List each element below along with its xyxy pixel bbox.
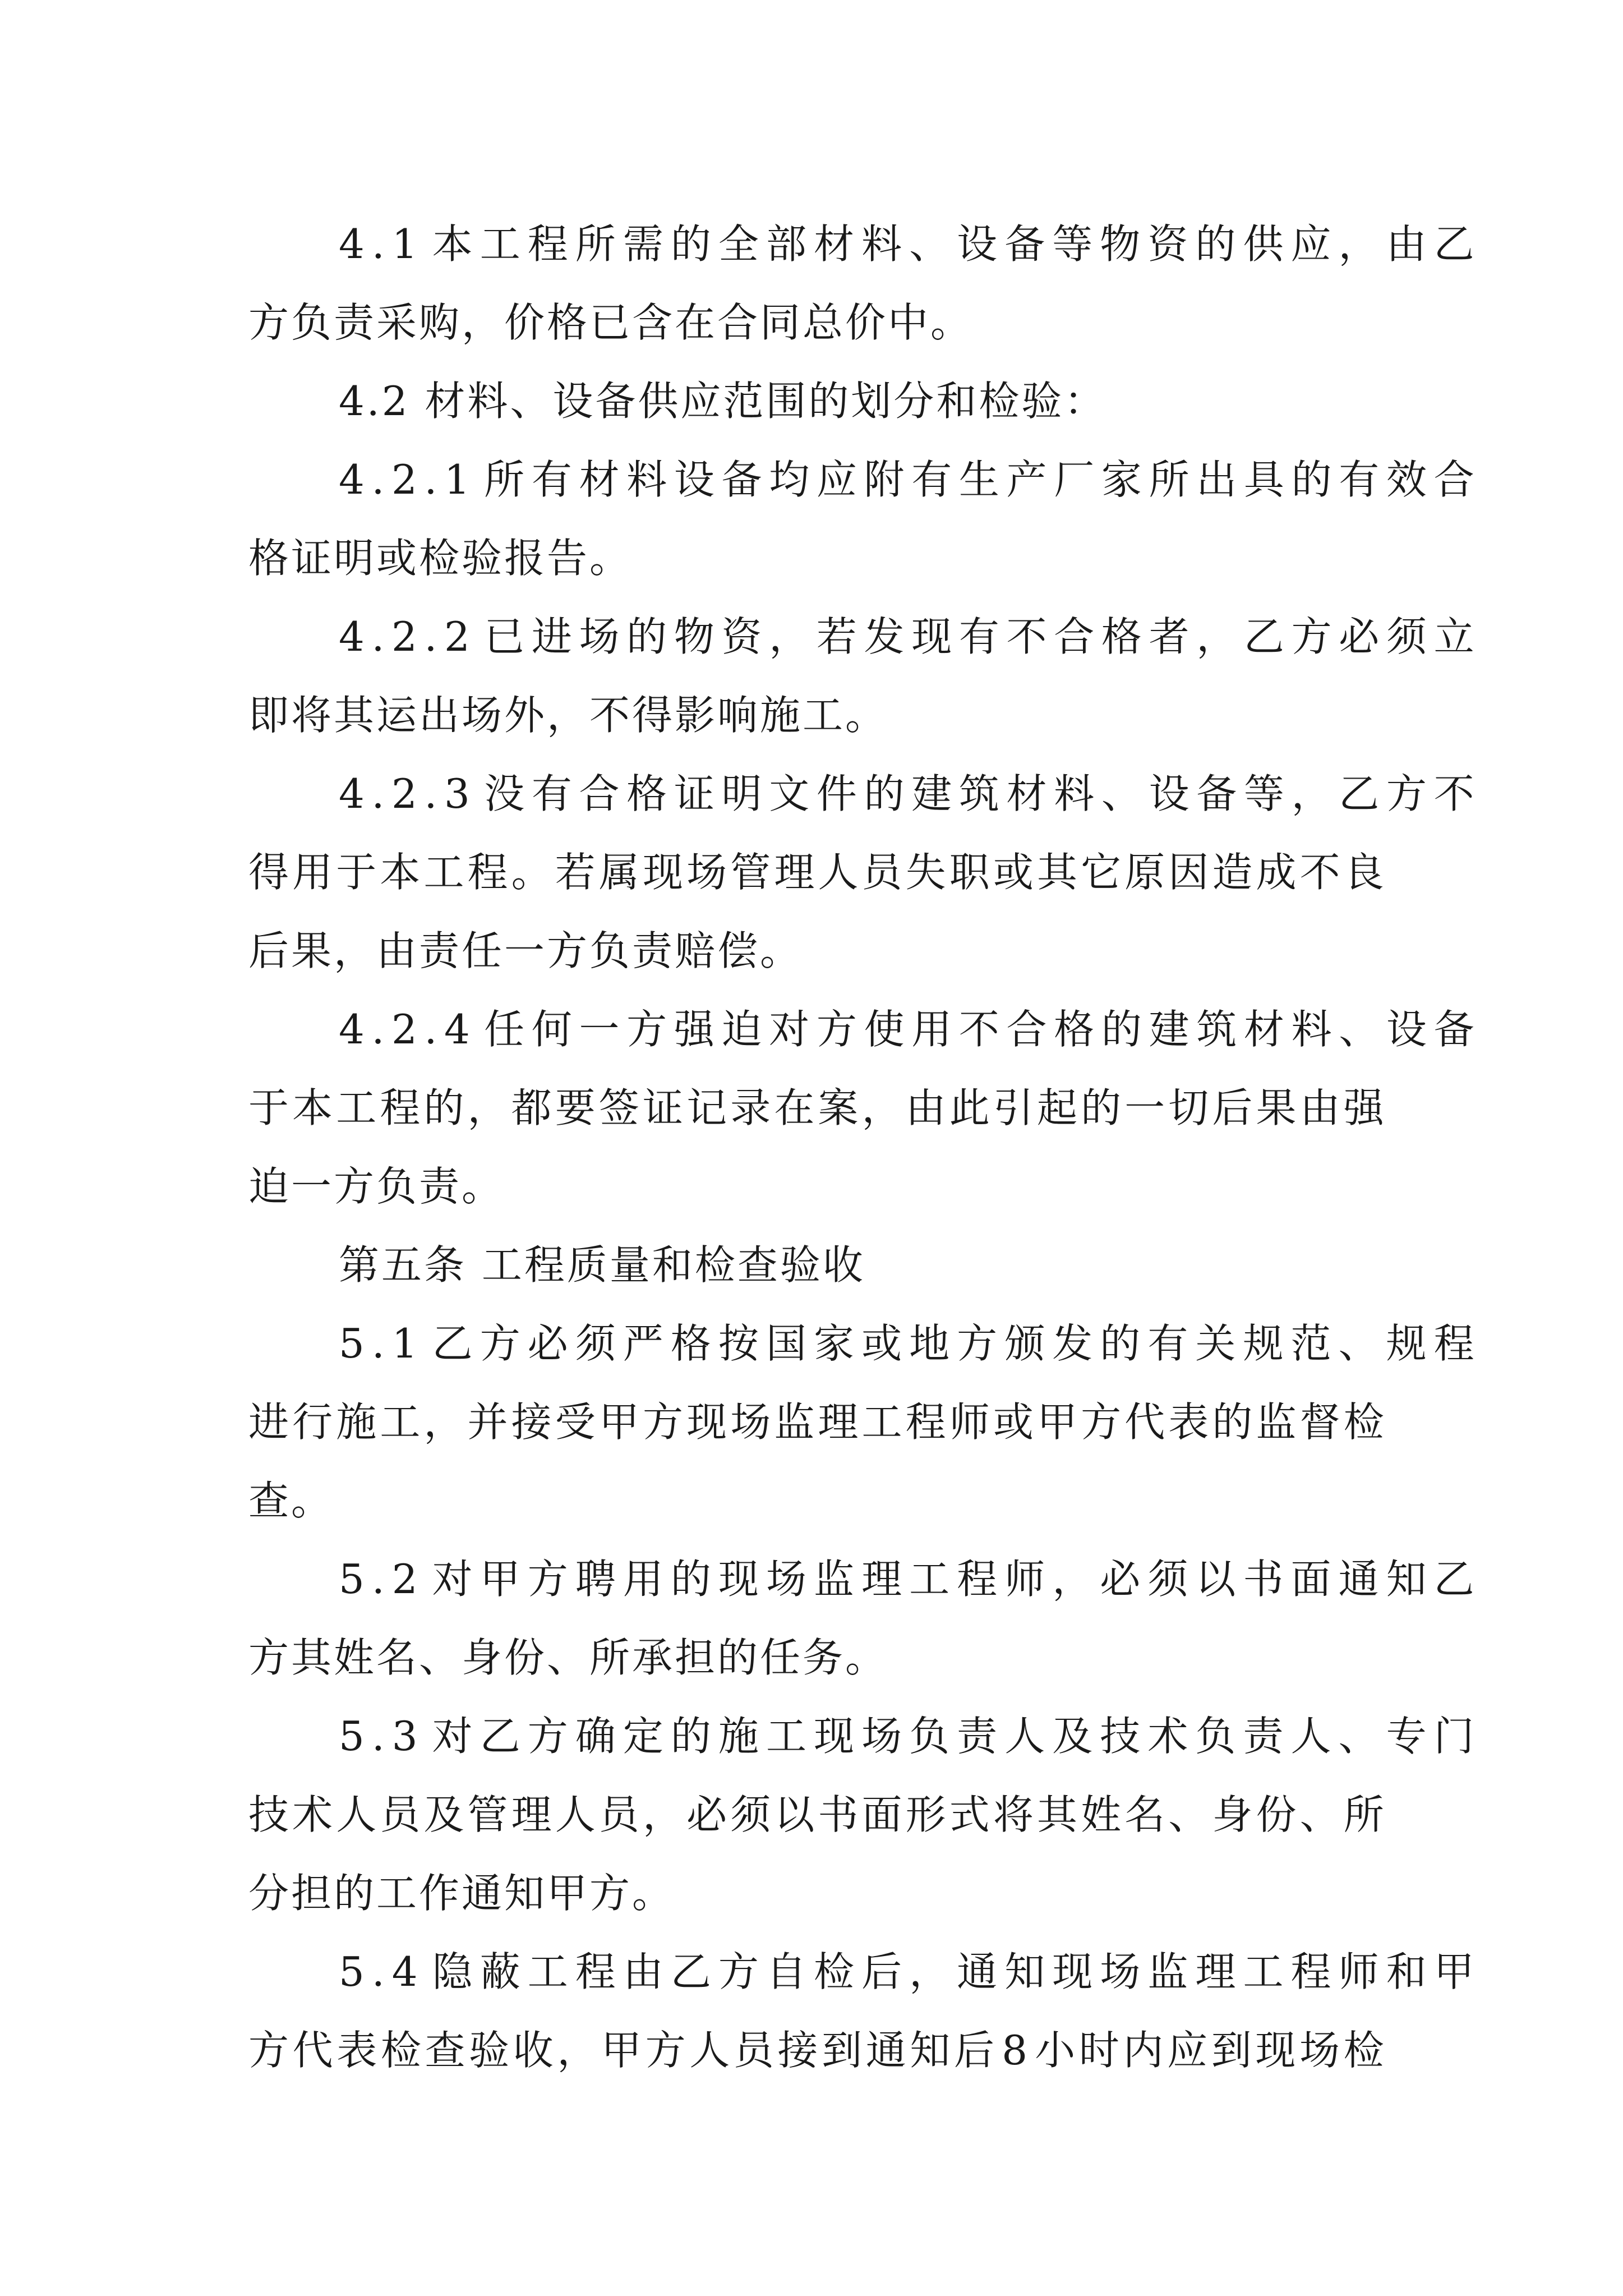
text-line: 格证明或检验报告。 — [248, 535, 633, 582]
text-line: 4 . 2 . 3 没 有 合 格 证 明 文 件 的 建 筑 材 料 、 设 备 等 ， 乙 方 不 — [339, 770, 1474, 817]
text-line: 5 . 3 对 乙 方 确 定 的 施 工 现 场 负 责 人 及 技 术 负 责 人 、 专 门 — [339, 1713, 1474, 1760]
text-line: 分担的工作通知甲方。 — [248, 1870, 675, 1917]
text-line: 方其姓名、身份、所承担的任务。 — [248, 1634, 888, 1681]
text-line: 于 本 工 程 的 ， 都 要 签 证 记 录 在 案 ， 由 此 引 起 的 一 切 后 果 由 强 — [248, 1084, 1384, 1131]
text-line: 5 . 1 乙 方 必 须 严 格 按 国 家 或 地 方 颁 发 的 有 关 规 范 、 规 程 — [339, 1320, 1474, 1367]
text-line: 4 . 2 . 4 任 何 一 方 强 迫 对 方 使 用 不 合 格 的 建 筑 材 料 、 设 备 — [339, 1006, 1474, 1053]
text-line: 5 . 4 隐 蔽 工 程 由 乙 方 自 检 后 ， 通 知 现 场 监 理 工 程 师 和 甲 — [339, 1948, 1474, 1995]
text-line: 得 用 于 本 工 程 。 若 属 现 场 管 理 人 员 失 职 或 其 它 原 因 造 成 不 良 — [248, 849, 1384, 896]
text-line: 即将其运出场外，不得影响施工。 — [248, 692, 888, 739]
text-line: 4 . 2 . 1 所 有 材 料 设 备 均 应 附 有 生 产 厂 家 所 出 具 的 有 效 合 — [339, 456, 1474, 503]
section-heading: 第五条 工程质量和检查验收 — [339, 1241, 865, 1289]
text-line: 4 . 1 本 工 程 所 需 的 全 部 材 料 、 设 备 等 物 资 的 供 应 ， 由 乙 — [339, 220, 1474, 268]
text-line: 方 代 表 检 查 验 收 ， 甲 方 人 员 接 到 通 知 后 8 小 时 内 应 到 现 场 检 — [248, 2027, 1384, 2074]
text-line: 后果，由责任一方负责赔偿。 — [248, 927, 803, 974]
text-line: 进 行 施 工 ， 并 接 受 甲 方 现 场 监 理 工 程 师 或 甲 方 代 表 的 监 督 检 — [248, 1398, 1384, 1446]
text-line: 迫一方负责。 — [248, 1163, 505, 1210]
text-line: 技 术 人 员 及 管 理 人 员 ， 必 须 以 书 面 形 式 将 其 姓 名 、 身 份 、 所 — [248, 1791, 1384, 1838]
text-line: 5 . 2 对 甲 方 聘 用 的 现 场 监 理 工 程 师 ， 必 须 以 书 面 通 知 乙 — [339, 1556, 1474, 1603]
text-line: 4.2 材料、设备供应范围的划分和检验： — [339, 378, 1107, 425]
text-line: 4 . 2 . 2 已 进 场 的 物 资 ， 若 发 现 有 不 合 格 者 ， 乙 方 必 须 立 — [339, 613, 1474, 660]
text-line: 方负责采购，价格已含在合同总价中。 — [248, 299, 974, 346]
text-line: 查。 — [248, 1477, 334, 1524]
